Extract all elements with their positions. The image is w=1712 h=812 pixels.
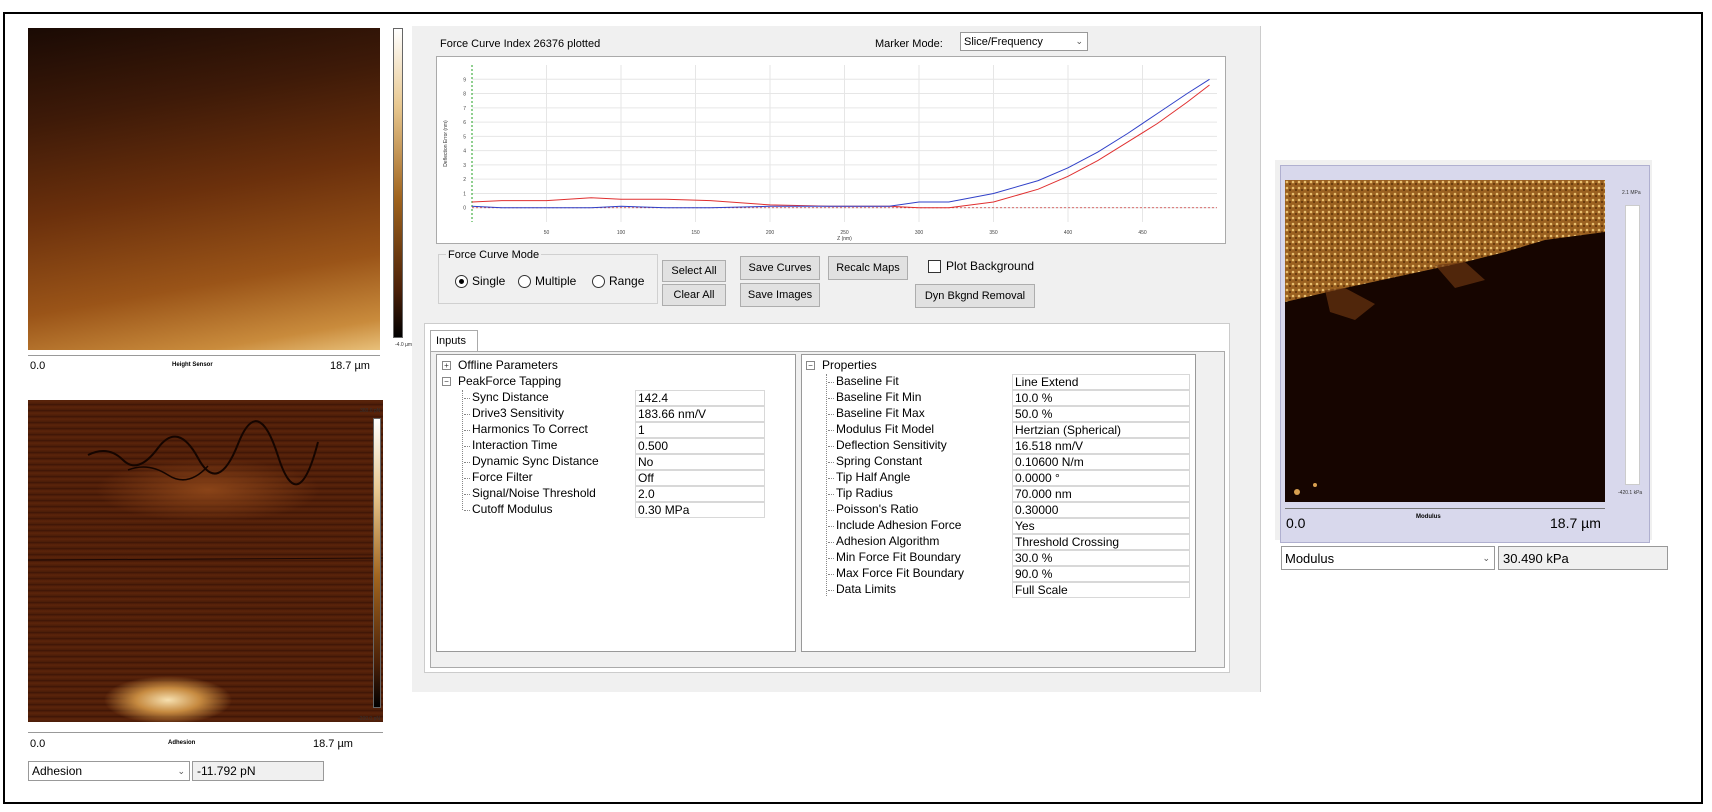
radio-range-indicator [592,275,605,288]
right-param-label: Data Limits [836,582,897,596]
height-axis-title: Height Sensor [172,362,213,368]
tree-connector [464,398,470,399]
right-param-value[interactable]: 0.0000 ° [1012,470,1190,486]
radio-single[interactable] [455,274,505,288]
right-param-label: Baseline Fit Max [836,406,925,420]
left-param-label: Cutoff Modulus [472,502,553,516]
tree-connector [828,510,834,511]
right-param-value[interactable]: 0.10600 N/m [1012,454,1190,470]
x-tick-label: 300 [914,230,924,236]
y-tick-label: 1 [463,191,466,198]
x-axis-title: Z (nm) [837,236,852,242]
chevron-down-icon: ⌄ [177,765,185,776]
chevron-down-icon: ⌄ [1075,36,1083,46]
tree-connector [828,382,834,383]
y-tick-label: 7 [463,105,466,112]
right-param-value[interactable]: 70.000 nm [1012,486,1190,502]
x-tick-label: 200 [765,230,775,236]
adhesion-color-scale [373,418,381,708]
force-curve-title: Force Curve Index 26376 plotted [440,38,601,50]
modulus-axis-title: Modulus [1416,514,1441,520]
right-param-value[interactable]: Line Extend [1012,374,1190,390]
adhesion-readout [192,761,324,781]
right-param-value[interactable]: 16.518 nm/V [1012,438,1190,454]
left-param-label: Force Filter [472,470,533,484]
modulus-scale-top: 2.1 MPa [1622,190,1641,196]
y-tick-label: 4 [463,148,466,155]
right-param-label: Min Force Fit Boundary [836,550,961,564]
radio-multiple-indicator [518,275,531,288]
modulus-channel-value: Modulus [1285,550,1335,566]
series-line-1 [472,85,1210,208]
x-tick-label: 250 [840,230,849,236]
right-param-label: Tip Radius [836,486,893,500]
x-tick-label: 400 [1063,230,1073,236]
x-tick-label: 450 [1138,230,1147,236]
y-tick-label: 9 [463,77,466,84]
force-mode-label: Force Curve Mode [448,249,540,261]
radio-single-indicator [455,275,468,288]
y-tick-label: 3 [463,162,466,169]
right-param-value[interactable]: Threshold Crossing [1012,534,1190,550]
y-tick-label: 6 [463,120,466,127]
tree-connector [828,558,834,559]
height-axis-end: 18.7 µm [330,360,370,372]
tree-connector [828,590,834,591]
clear-all-button[interactable]: Clear All [662,284,726,306]
force-curve-svg [437,57,1225,243]
plot-background-box [928,260,941,273]
recalc-maps-button[interactable]: Recalc Maps [828,256,908,280]
radio-single-label: Single [472,274,506,288]
plot-background-label: Plot Background [946,259,1035,273]
right-param-label: Poisson's Ratio [836,502,919,516]
right-param-label: Modulus Fit Model [836,422,935,436]
chevron-down-icon: ⌄ [1482,552,1490,563]
marker-mode-value: Slice/Frequency [964,35,1043,48]
left-param-label: Sync Distance [472,390,549,404]
force-curve-divider [1260,26,1261,692]
left-param-value[interactable]: No [635,454,765,470]
adhesion-scratches [28,400,383,722]
tree-connector [464,430,470,431]
x-tick-label: 100 [616,230,626,236]
offline-parameters-node[interactable]: Offline Parameters [458,358,558,372]
right-param-value[interactable]: Hertzian (Spherical) [1012,422,1190,438]
radio-range[interactable] [592,274,644,288]
adhesion-scale-bottom: -200.0 pN [358,716,380,722]
dyn-bkgnd-removal-button[interactable]: Dyn Bkgnd Removal [915,284,1035,308]
modulus-axis-end: 18.7 µm [1550,515,1601,531]
radio-range-label: Range [609,274,645,288]
left-param-value[interactable]: 2.0 [635,486,765,502]
left-param-label: Harmonics To Correct [472,422,588,436]
force-curve-chart[interactable] [436,56,1226,244]
modulus-axis-line [1285,508,1605,509]
select-all-button[interactable]: Select All [662,260,726,282]
left-param-value[interactable]: 183.66 nm/V [635,406,765,422]
right-param-label: Include Adhesion Force [836,518,962,532]
tree-connector [828,462,834,463]
modulus-color-scale [1625,205,1640,485]
tree-connector [828,526,834,527]
tab-inputs[interactable] [430,330,478,351]
tree-connector [464,462,470,463]
right-param-label: Spring Constant [836,454,923,468]
x-tick-label: 150 [691,230,700,236]
tree-connector [464,494,470,495]
tree-connector [828,478,834,479]
marker-mode-label: Marker Mode: [875,38,943,50]
tree-connector [464,446,470,447]
plot-background-checkbox[interactable] [928,259,1034,273]
right-param-value[interactable]: 0.30000 [1012,502,1190,518]
adhesion-axis-end: 18.7 µm [313,738,353,750]
modulus-channel-select[interactable] [1281,546,1495,570]
radio-multiple[interactable] [518,274,576,288]
collapse-minus-icon[interactable]: − [806,361,815,370]
adhesion-axis-start: 0.0 [30,738,46,750]
tree-connector [464,414,470,415]
tree-connector [464,510,470,511]
y-tick-label: 5 [463,134,466,141]
x-tick-label: 50 [543,230,550,236]
adhesion-scale-top: 360.0 pN [360,408,381,414]
expand-plus-icon[interactable]: + [442,361,451,370]
left-param-value[interactable]: 0.30 MPa [635,502,765,518]
right-param-value[interactable]: Full Scale [1012,582,1190,598]
height-axis-line [28,355,380,356]
tree-connector [828,574,834,575]
adhesion-channel-value: Adhesion [32,764,83,778]
right-param-label: Baseline Fit Min [836,390,922,404]
height-sensor-image[interactable] [28,28,380,350]
left-param-label: Drive3 Sensitivity [472,406,565,420]
right-param-label: Max Force Fit Boundary [836,566,965,580]
tree-connector [828,494,834,495]
right-param-value[interactable]: 50.0 % [1012,406,1190,422]
modulus-readout-value: 30.490 kPa [1503,550,1569,566]
height-axis-start: 0.0 [30,360,46,372]
left-tree-guide [462,390,463,510]
height-scale-bottom: -4.0 µm [395,342,413,348]
save-images-button[interactable]: Save Images [740,283,820,307]
marker-mode-select[interactable] [960,32,1088,51]
right-param-label: Tip Half Angle [836,470,911,484]
save-curves-button[interactable]: Save Curves [740,256,820,280]
modulus-readout [1498,546,1668,570]
tab-inputs-label: Inputs [436,335,466,347]
adhesion-axis-title: Adhesion [168,740,196,746]
right-param-value[interactable]: 30.0 % [1012,550,1190,566]
properties-node[interactable]: Properties [822,358,877,372]
adhesion-readout-value: -11.792 pN [197,764,256,778]
radio-multiple-label: Multiple [535,274,577,288]
right-param-value[interactable]: 90.0 % [1012,566,1190,582]
modulus-scale-bottom: -420.1 kPa [1618,490,1643,496]
adhesion-axis-line [28,732,383,733]
y-tick-label: 8 [463,91,466,98]
series-line-2 [472,79,1210,207]
tree-connector [828,430,834,431]
right-param-value[interactable]: Yes [1012,518,1190,534]
right-param-label: Deflection Sensitivity [836,438,947,452]
height-color-scale [393,28,403,338]
collapse-minus-icon[interactable]: − [442,377,451,386]
adhesion-channel-select[interactable] [28,761,190,781]
y-tick-label: 0 [463,205,466,212]
left-param-label: Signal/Noise Threshold [472,486,596,500]
modulus-image-svg [1285,180,1605,502]
left-param-value[interactable]: 142.4 [635,390,765,406]
right-param-label: Adhesion Algorithm [836,534,940,548]
tree-connector [828,542,834,543]
x-tick-label: 350 [989,230,998,236]
tree-connector [464,478,470,479]
modulus-image[interactable] [1285,180,1605,502]
right-param-value[interactable]: 10.0 % [1012,390,1190,406]
right-param-label: Baseline Fit [836,374,899,388]
left-param-value[interactable]: 0.500 [635,438,765,454]
modulus-axis-start: 0.0 [1286,515,1306,531]
left-param-value[interactable]: 1 [635,422,765,438]
y-axis-title: Deflection Error (nm) [443,120,449,167]
right-tree-guide [826,374,827,596]
peakforce-tapping-node[interactable]: PeakForce Tapping [458,374,562,388]
y-tick-label: 2 [463,177,466,184]
left-param-label: Dynamic Sync Distance [472,454,599,468]
tree-connector [828,446,834,447]
left-param-label: Interaction Time [472,438,558,452]
tree-connector [828,398,834,399]
left-param-value[interactable]: Off [635,470,765,486]
tree-connector [828,414,834,415]
